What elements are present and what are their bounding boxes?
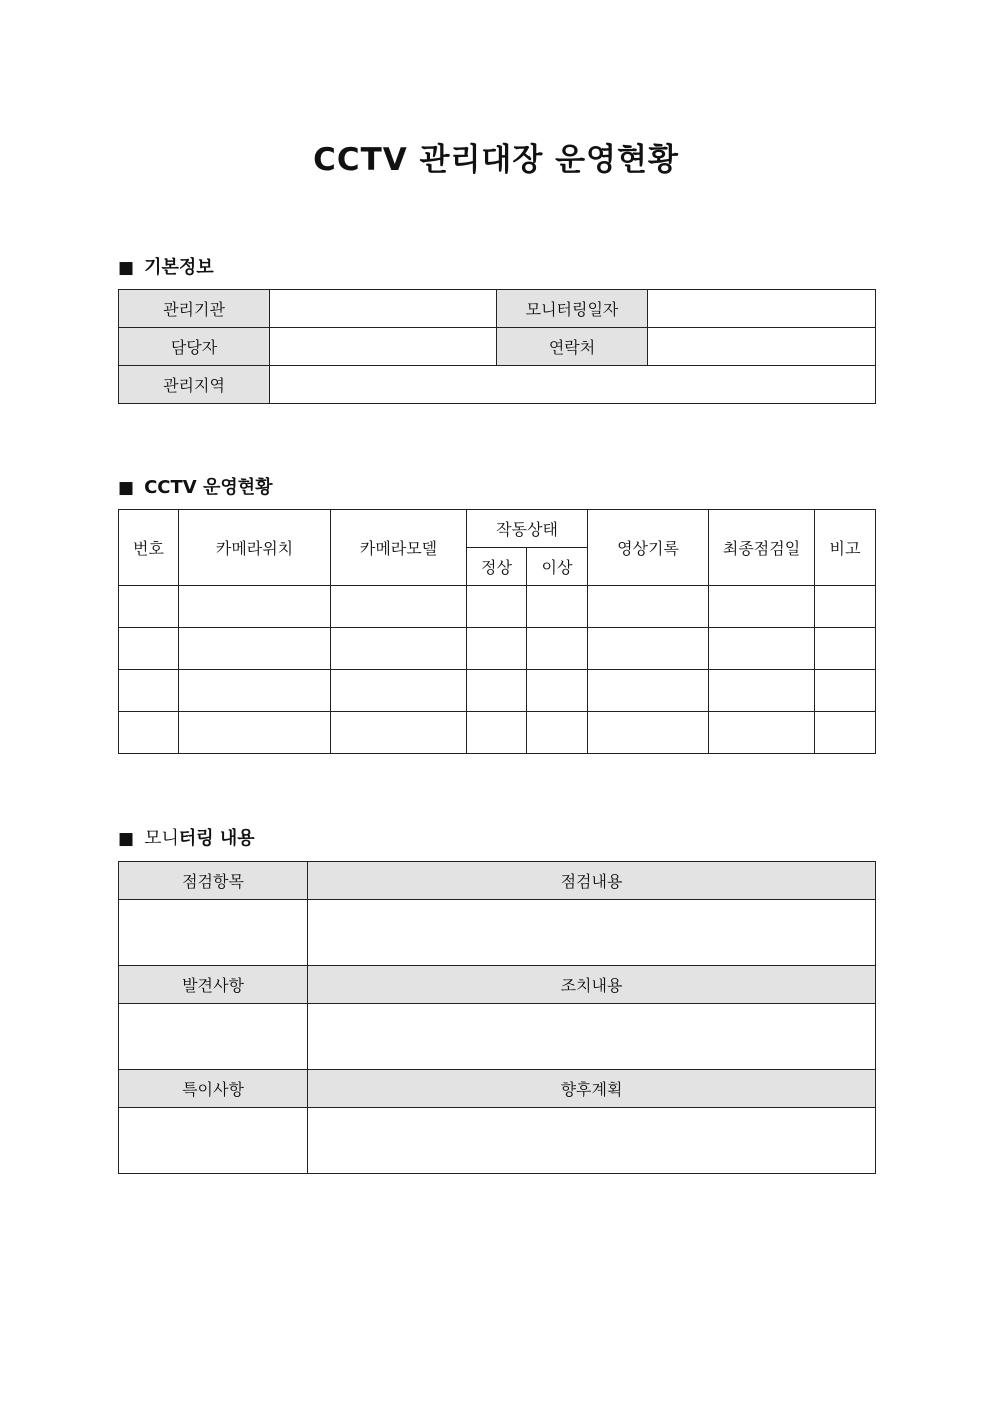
cell-last-check[interactable] — [709, 670, 815, 712]
square-bullet-icon: ■ — [118, 829, 135, 849]
cell-recording[interactable] — [588, 712, 709, 754]
cell-no[interactable] — [119, 586, 179, 628]
monitoring-table — [118, 861, 876, 1174]
col-header-model: 카메라모델 — [331, 510, 467, 586]
cell-abnormal[interactable] — [527, 628, 588, 670]
cell-recording[interactable] — [588, 586, 709, 628]
table-row — [119, 328, 876, 366]
cell-no[interactable] — [119, 712, 179, 754]
cell-normal[interactable] — [467, 628, 527, 670]
cell-recording[interactable] — [588, 670, 709, 712]
cell-normal[interactable] — [467, 712, 527, 754]
cell-abnormal[interactable] — [527, 670, 588, 712]
cell-note[interactable] — [815, 670, 876, 712]
section-title-prefix: 모니 — [144, 828, 179, 849]
monitoring-date-label: 모니터링일자 — [497, 290, 648, 328]
table-row — [119, 670, 876, 712]
cell-model[interactable] — [331, 670, 467, 712]
check-item-label: 점검항목 — [119, 862, 308, 900]
cell-note[interactable] — [815, 712, 876, 754]
special-notes-label: 특이사항 — [119, 1070, 308, 1108]
square-bullet-icon: ■ — [118, 478, 135, 498]
table-row — [119, 628, 876, 670]
cctv-status-table — [118, 509, 876, 754]
cell-location[interactable] — [179, 712, 331, 754]
action-field[interactable] — [308, 1004, 876, 1070]
contact-field[interactable] — [648, 328, 876, 366]
table-row — [119, 1108, 876, 1174]
basic-info-table — [118, 289, 876, 404]
cell-no[interactable] — [119, 628, 179, 670]
region-field[interactable] — [270, 366, 876, 404]
section-heading-cctv-status — [118, 473, 273, 499]
cell-no[interactable] — [119, 670, 179, 712]
check-content-label: 점검내용 — [308, 862, 876, 900]
section-title: 터링 내용 — [178, 828, 255, 849]
table-row — [119, 1004, 876, 1070]
future-plan-field[interactable] — [308, 1108, 876, 1174]
cell-last-check[interactable] — [709, 712, 815, 754]
cell-location[interactable] — [179, 628, 331, 670]
cell-model[interactable] — [331, 628, 467, 670]
check-item-field[interactable] — [119, 900, 308, 966]
section-heading-monitoring — [118, 824, 255, 850]
cell-location[interactable] — [179, 670, 331, 712]
cell-recording[interactable] — [588, 628, 709, 670]
future-plan-label: 향후계획 — [308, 1070, 876, 1108]
table-row — [119, 712, 876, 754]
cell-abnormal[interactable] — [527, 586, 588, 628]
table-row — [119, 586, 876, 628]
monitoring-date-field[interactable] — [648, 290, 876, 328]
cell-last-check[interactable] — [709, 628, 815, 670]
square-bullet-icon: ■ — [118, 258, 135, 278]
col-header-status: 작동상태 — [467, 510, 588, 548]
header-row — [119, 510, 876, 548]
cell-location[interactable] — [179, 586, 331, 628]
cell-model[interactable] — [331, 712, 467, 754]
col-header-abnormal: 이상 — [527, 548, 588, 586]
agency-field[interactable] — [270, 290, 497, 328]
col-header-recording: 영상기록 — [588, 510, 709, 586]
col-header-normal: 정상 — [467, 548, 527, 586]
col-header-last-check: 최종점검일 — [709, 510, 815, 586]
header-row — [119, 966, 876, 1004]
cell-normal[interactable] — [467, 586, 527, 628]
findings-field[interactable] — [119, 1004, 308, 1070]
cell-abnormal[interactable] — [527, 712, 588, 754]
contact-label: 연락처 — [497, 328, 648, 366]
col-header-no: 번호 — [119, 510, 179, 586]
section-title: 기본정보 — [144, 257, 214, 278]
header-row — [119, 862, 876, 900]
cell-note[interactable] — [815, 586, 876, 628]
cell-last-check[interactable] — [709, 586, 815, 628]
cell-normal[interactable] — [467, 670, 527, 712]
manager-field[interactable] — [270, 328, 497, 366]
special-notes-field[interactable] — [119, 1108, 308, 1174]
col-header-note: 비고 — [815, 510, 876, 586]
action-label: 조치내용 — [308, 966, 876, 1004]
header-row — [119, 1070, 876, 1108]
cell-note[interactable] — [815, 628, 876, 670]
section-heading-basic-info — [118, 253, 214, 279]
section-title: CCTV 운영현황 — [144, 477, 273, 498]
agency-label: 관리기관 — [119, 290, 270, 328]
table-row — [119, 366, 876, 404]
region-label: 관리지역 — [119, 366, 270, 404]
table-row — [119, 900, 876, 966]
check-content-field[interactable] — [308, 900, 876, 966]
table-row — [119, 290, 876, 328]
page-title: CCTV 관리대장 운영현황 — [313, 142, 679, 178]
manager-label: 담당자 — [119, 328, 270, 366]
cell-model[interactable] — [331, 586, 467, 628]
findings-label: 발견사항 — [119, 966, 308, 1004]
col-header-location: 카메라위치 — [179, 510, 331, 586]
